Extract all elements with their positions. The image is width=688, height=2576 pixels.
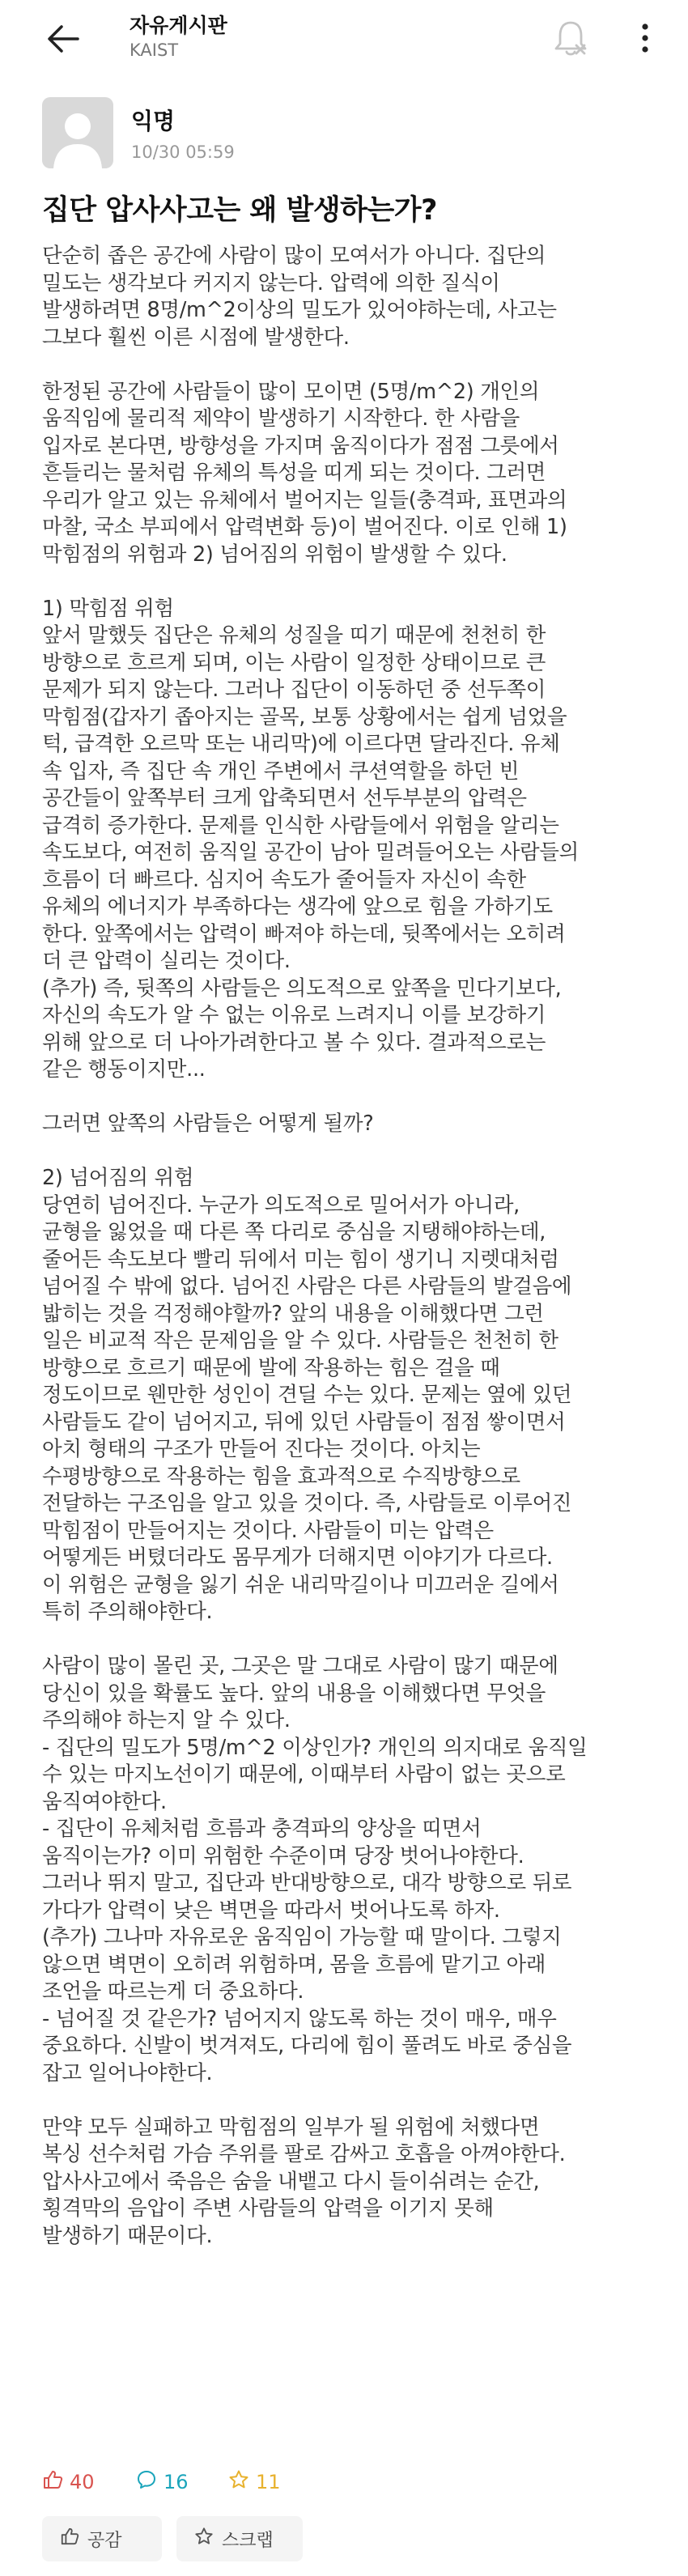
comment-count	[136, 2469, 189, 2495]
avatar	[42, 97, 113, 168]
board-title: 자유게시판	[130, 14, 227, 37]
bell-off-icon[interactable]	[550, 16, 591, 60]
post-body: 단순히 좁은 공간에 사람이 많이 모여서가 아니다. 집단의 밀도는 생각보다 커지지 않는다. 압력에 의한 질식이 발생하려면 8명/m^2이상의 밀도가 있어야하는데, 사고는 그보다 훨씬 이른 시점에 발생한다. 한정된 공간에 사람들이 많이 모이면 (5명/m^2) 개인의 움직임에 물리적 제약이 발생하기 시작한다. 한 사람을 입자로 본다면, 방향성을 가지며 움직이다가 점점 그릇에서 흔들리는 물처럼 유체의 특성을 띠게 되는 것이다. 그러면 우리가 알고 있는 유체에서 벌어지는 일들(충격파, 표면과의 마찰, 국소 부피에서 압력변화 등)이 벌어진다. 이로 인해 1) 막힘점의 위험과 2) 넘어짐의 위험이 발생할 수 있다. 1) 막힘점 위험 앞서 말했듯 집단은 유체의 성질을 띠기 때문에 천천히 한 방향으로 흐르게 되며, 이는 사람이 일정한 상태이므로 큰 문제가 되지 않는다. 그러나 집단이 이동하던 중 선두쪽이 막힘점(갑자기 좁아지는 골목, 보통 상황에서는 쉽게 넘었을 턱, 급격한 오르막 또는 내리막)에 이르다면 달라진다. 유체 속 입자, 즉 집단 속 개인 주변에서 쿠션역할을 하던 빈 공간들이 앞쪽부터 크게 압축되면서 선두부분의 압력은 급격히 증가한다. 문제를 인식한 사람들에서 위험을 알리는 속도보다, 여전히 움직일 공간이 남아 밀려들어오는 사람들의 흐름이 더 빠르다. 심지어 속도가 줄어들자 자신이 속한 유체의 에너지가 부족하다는 생각에 앞으로 힘을 가하기도 한다. 앞쪽에서는 압력이 빠져야 하는데, 뒷쪽에서는 오히려 더 큰 압력이 실리는 것이다. (추가) 즉, 뒷쪽의 사람들은 의도적으로 앞쪽을 민다기보다, 자신의 속도가 알 수 없는 이유로 느려지니 이를 보강하기 위해 앞으로 더 나아가려한다고 볼 수 있다. 결과적으로는 같은 행동이지만... 그러면 앞쪽의 사람들은 어떻게 될까? 2) 넘어짐의 위험 당연히 넘어진다. 누군가 의도적으로 밀어서가 아니라, 균형을 잃었을 때 다른 쪽 다리로 중심을 지탱해야하는데, 줄어든 속도보다 빨리 뒤에서 미는 힘이 생기니 지렛대처럼 넘어질 수 밖에 없다. 넘어진 사람은 다른 사람들의 발걸음에 밟히는 것을 걱정해야할까? 앞의 내용을 이해했다면 그런 일은 비교적 작은 문제임을 알 수 있다. 사람들은 천천히 한 방향으로 흐르기 때문에 발에 작용하는 힘은 걸을 때 정도이므로 웬만한 성인이 견딜 수는 있다. 문제는 옆에 있던 사람들도 같이 넘어지고, 뒤에 있던 사람들이 점점 쌓이면서 아치 형태의 구조가 만들어 진다는 것이다. 아치는 수평방향으로 작용하는 힘을 효과적으로 수직방향으로 전달하는 구조임을 알고 있을 것이다. 즉, 사람들로 이루어진 막힘점이 만들어지는 것이다. 사람들이 미는 압력은 어떻게든 버텼더라도 몸무게가 더해지면 이야기가 다르다. 이 위험은 균형을 잃기 쉬운 내리막길이나 미끄러운 길에서 특히 주의해야한다. 사람이 많이 몰린 곳, 그곳은 말 그대로 사람이 많기 때문에 당신이 있을 확률도 높다. 앞의 내용을 이해했다면 무엇을 주의해야 하는지 알 수 있다. - 집단의 밀도가 5명/m^2 이상인가? 개인의 의지대로 움직일 수 있는 마지노선이기 때문에, 이때부터 사람이 없는 곳으로 움직여야한다. - 집단이 유체처럼 흐름과 충격파의 양상을 띠면서 움직이는가? 이미 위험한 수준이며 당장 벗어나야한다. 그러나 뛰지 말고, 집단과 반대방향으로, 대각 방향으로 뒤로 가다가 압력이 낮은 벽면을 따라서 벗어나도록 하자. (추가) 그나마 자유로운 움직임이 가능할 때 말이다. 그렇지 않으면 벽면이 오히려 위험하며, 몸을 흐름에 맡기고 아래 조언을 따르는게 더 중요하다. - 넘어질 것 같은가? 넘어지지 않도록 하는 것이 매우, 매우 중요하다. 신발이 벗겨져도, 다리에 힘이 풀려도 바로 중심을 잡고 일어나야한다. 만약 모두 실패하고 막힘점의 일부가 될 위험에 처했다면 복싱 선수처럼 가슴 주위를 팔로 감싸고 호흡을 아껴야한다. 압사사고에서 죽음은 숨을 내뱉고 다시 들이쉬려는 순간, 횡격막의 음압이 주변 사람들의 압력을 이기지 못해 발생하기 때문이다.	[42, 244, 588, 2248]
comment-count-value: 16	[164, 2471, 189, 2493]
like-count-value: 40	[70, 2471, 95, 2493]
thumbs-up-icon	[42, 2469, 63, 2495]
scrap-button-label: 스크랩	[222, 2530, 274, 2551]
thumbs-up-icon	[60, 2527, 79, 2551]
back-arrow-icon[interactable]	[42, 18, 84, 60]
author-name: 익명	[131, 108, 176, 134]
author-info	[42, 97, 609, 170]
more-vertical-icon[interactable]	[633, 16, 657, 60]
star-icon	[228, 2469, 249, 2495]
post-time: 10/30 05:59	[131, 142, 235, 162]
like-button-label: 공감	[87, 2530, 122, 2551]
scrap-count	[228, 2469, 281, 2495]
post-title: 집단 압사사고는 왜 발생하는가?	[42, 194, 437, 227]
scrap-count-value: 11	[256, 2471, 281, 2493]
like-button[interactable]	[42, 2516, 162, 2561]
comment-bubble-icon	[136, 2469, 157, 2495]
like-count	[42, 2469, 95, 2495]
star-icon	[194, 2527, 214, 2551]
board-subtitle: KAIST	[130, 40, 179, 60]
scrap-button[interactable]	[176, 2516, 303, 2561]
top-bar	[0, 0, 688, 81]
